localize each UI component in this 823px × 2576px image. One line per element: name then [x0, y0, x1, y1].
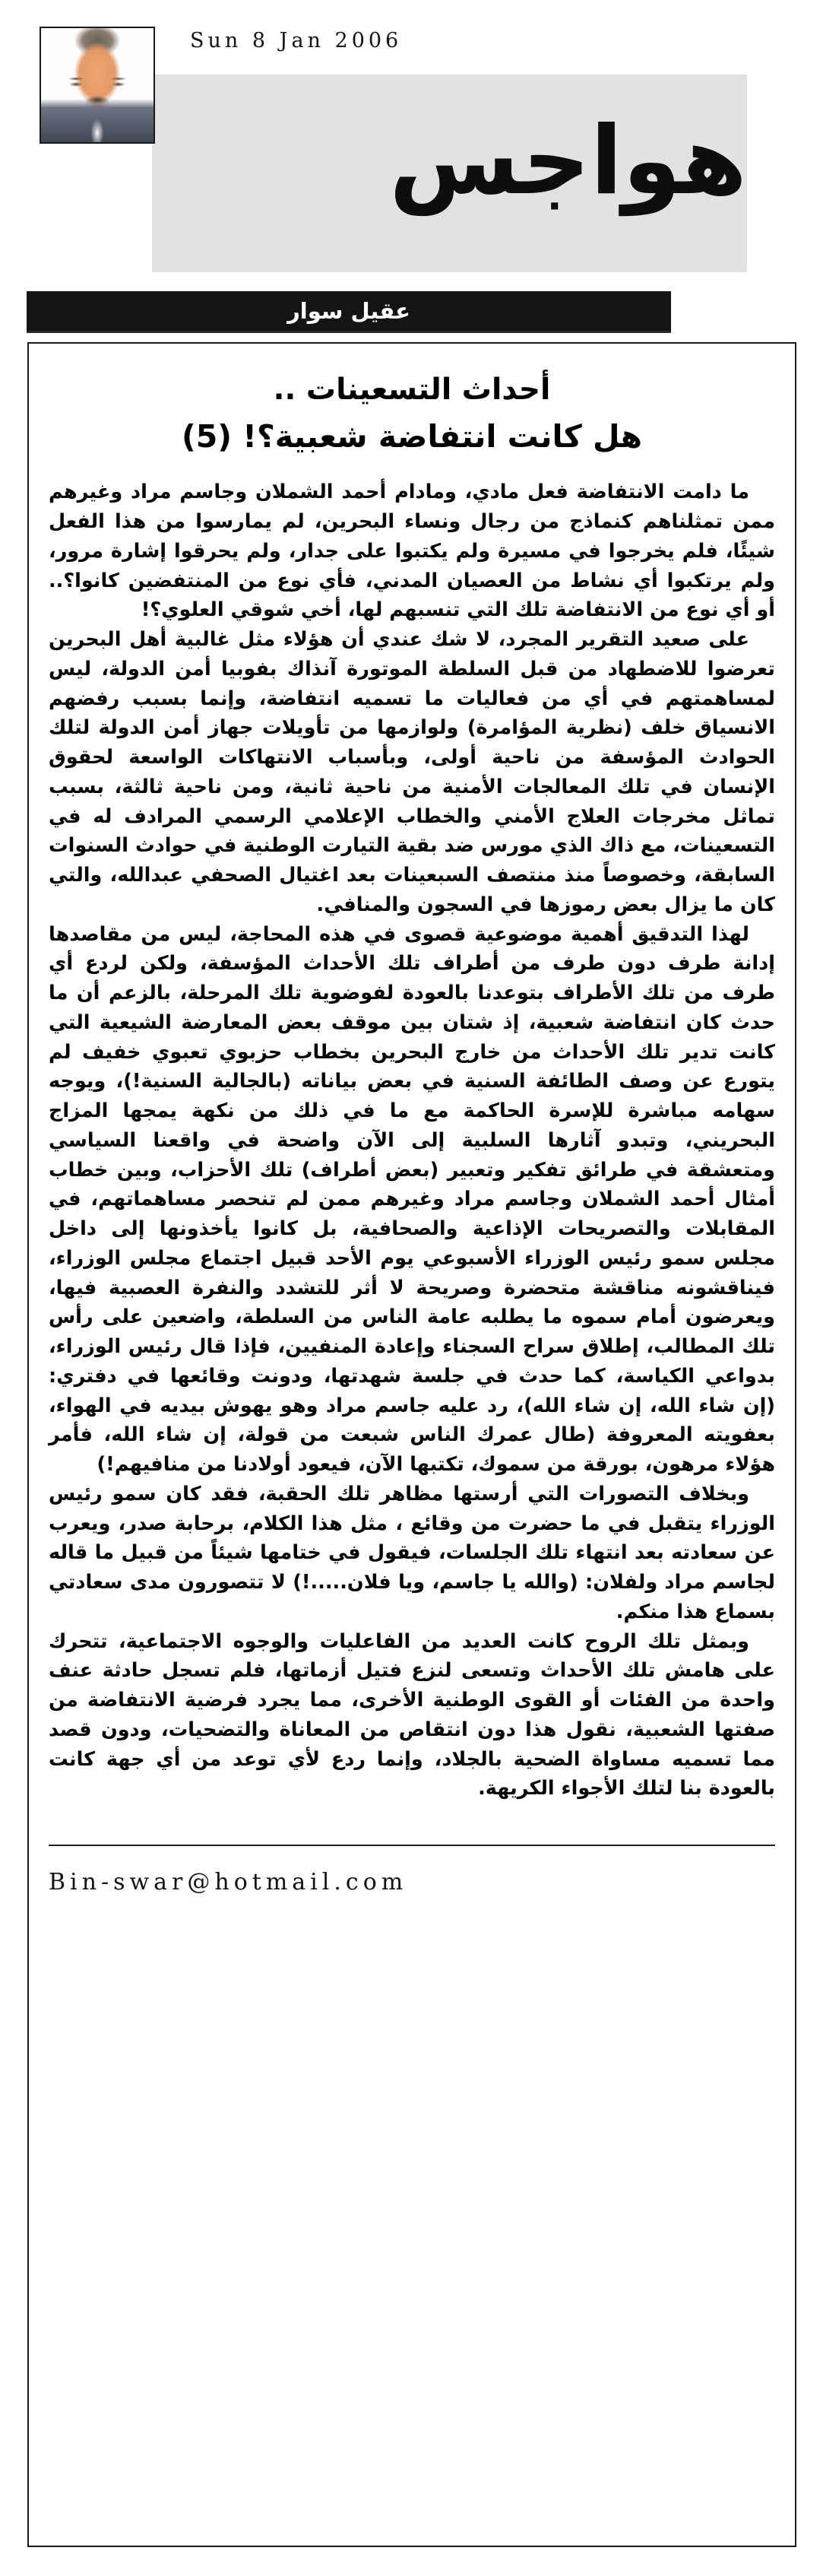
article-paragraph: لهذا التدقيق أهمية موضوعية قصوى في هذه المحاجة، ليس من مقاصدها إدانة طرف دون طرف من أطراف تلك الأحداث المؤسفة، ولكن لردع أي طرف من تلك الأطراف بتوعدنا بالعودة لفوضوية تلك المرحلة، بالزعم أن ما حدث كان انتفاضة شعبية، إذ شتان بين موقف بعض المعارضة الشيعية التي كانت تدير تلك الأحداث من خارج البحرين بخطاب حزبوي تعبوي خفيف لم يتورع عن وصف الطائفة السنية في بعض بياناته (بالجالية السنية!)، ويوجه سهامه مباشرة للإسرة الحاكمة مع ما في ذلك من نكهة يمجها المزاج البحريني، وتبدو آثارها السلبية إلى الآن واضحة في واقعنا السياسي ومتعشقة في طرائق تفكير وتعبير (بعض أطراف) تلك الأحزاب، وبين خطاب أمثال أحمد الشملان وجاسم مراد وغيرهم ممن لم تنحصر مساهماتهم، في المقابلات والتصريحات الإذاعية والصحافية، بل كانوا يأخذونها إلى داخل مجلس سمو رئيس الوزراء الأسبوعي يوم الأحد قبيل اجتماع مجلس الوزراء، فيناقشونه مناقشة متحضرة وصريحة لا أثر للتشدد والنفرة العصبية فيها، ويعرضون أمام سموه ما يطلبه عامة الناس من السلطة، واضعين على رأس تلك المطالب، إطلاق سراح السجناء وإعادة المنفيين، فإذا قال رئيس الوزراء، بدواعي الكياسة، كما حدث في جلسة شهدتها، ودونت وقائعها في دفتري: (إن شاء الله، إن شاء الله)، رد عليه جاسم مراد وهو يهوش بيديه في الهواء، بعفويته المعروفة (طال عمرك الناس شبعت من قولة، إن شاء الله، فأمر هؤلاء مرهون، بورقة من سموك، تكتبها الآن، فيعود أولادنا من منافيهم!) [49, 922, 775, 1477]
article-headline [49, 370, 775, 458]
author-photo [40, 27, 155, 144]
author-name: عقيل سوار [287, 298, 410, 324]
author-byline-bar [27, 291, 671, 333]
article-paragraph: وبخلاف التصورات التي أرستها مظاهر تلك الحقبة، فقد كان سمو رئيس الوزراء يتقبل في ما حضرت من وقائع ، مثل هذا الكلام، برحابة صدر، ويعرب عن سعادته بعد انتهاء تلك الجلسات، فيقول في ختامها شيئاً من قبيل ما قاله لجاسم مراد ولفلان: (والله يا جاسم، ويا فلان.....!) لا تتصورون مدى سعادتي بسماع هذا منكم. [49, 1482, 775, 1623]
headline-line-2: هل كانت انتفاضة شعبية؟! (5) [181, 417, 643, 455]
author-email[interactable]: Bin-swar@hotmail.com [49, 1869, 408, 1896]
article-paragraph: وبمثل تلك الروح كانت العديد من الفاعليات والوجوه الاجتماعية، تتحرك على هامش تلك الأحداث وتسعى لنزع فتيل أزماتها، فلم تسجل حادثة عنف واحدة من الفئات أو القوى الوطنية الأخرى، مما يجرد فرضية الانتفاضة من صفتها الشعبية، نقول هذا دون انتقاص من المعاناة والتضحيات، ودون قصد مما تسميه مساواة الضحية بالجلاد، وإنما ردع لأي توعد من أي جهة كانت بالعودة بنا لتلك الأجواء الكريهة. [49, 1629, 775, 1800]
article-container [27, 342, 796, 2547]
footer-divider [49, 1845, 775, 1846]
article-paragraph: على صعيد التقرير المجرد، لا شك عندي أن هؤلاء مثل غالبية أهل البحرين تعرضوا للاضطهاد من قبل السلطة الموتورة آنذاك بفوبيا أمن الدولة، ليس لمساهمتهم في أي من فعاليات ما تسميه انتفاضة، وإنما بسبب رفضهم الانسياق خلف (نظرية المؤامرة) ولوازمها من تأويلات جهاز أمن الدولة لتلك الحوادث المؤسفة من ناحية أولى، وبأسباب الانتهاكات الواسعة لحقوق الإنسان في تلك المعالجات الأمنية من ناحية ثانية، ومن ناحية ثالثة، بسبب تماثل مخرجات العلاج الأمني والخطاب الإعلامي الرسمي المرادف له في التسعينات، مع ذاك الذي مورس ضد بقية التيارت الوطنية في حوادث السنوات السابقة، وخصوصاً منذ منتصف السبعينات بعد اغتيال الصحفي عبدالله، والتي كان ما يزال بعض رموزها في السجون والمنافي. [49, 628, 775, 916]
masthead [0, 0, 823, 335]
headline-line-1: أحداث التسعينات .. [273, 373, 551, 407]
article-body [49, 477, 775, 1804]
author-portrait-image [41, 28, 154, 142]
publication-date: Sun 8 Jan 2006 [190, 29, 403, 52]
column-brand-title: هواجس [389, 106, 747, 216]
article-paragraph: ما دامت الانتفاضة فعل مادي، ومادام أحمد الشملان وجاسم مراد وغيرهم ممن تمثلناهم كنماذج من رجال ونساء البحرين، لم يمارسوا من هذا الفعل شيئًا، فلم يخرجوا في مسيرة ولم يكتبوا على جدار، ولم يحرقوا إشارة مرور، ولم يرتكبوا أي نشاط من العصيان المدني، فأي نوع من المنتفضين كانوا؟.. أو أي نوع من الانتفاضة تلك التي تنسبهم لها، أخي شوقي العلوي؟! [49, 481, 775, 622]
